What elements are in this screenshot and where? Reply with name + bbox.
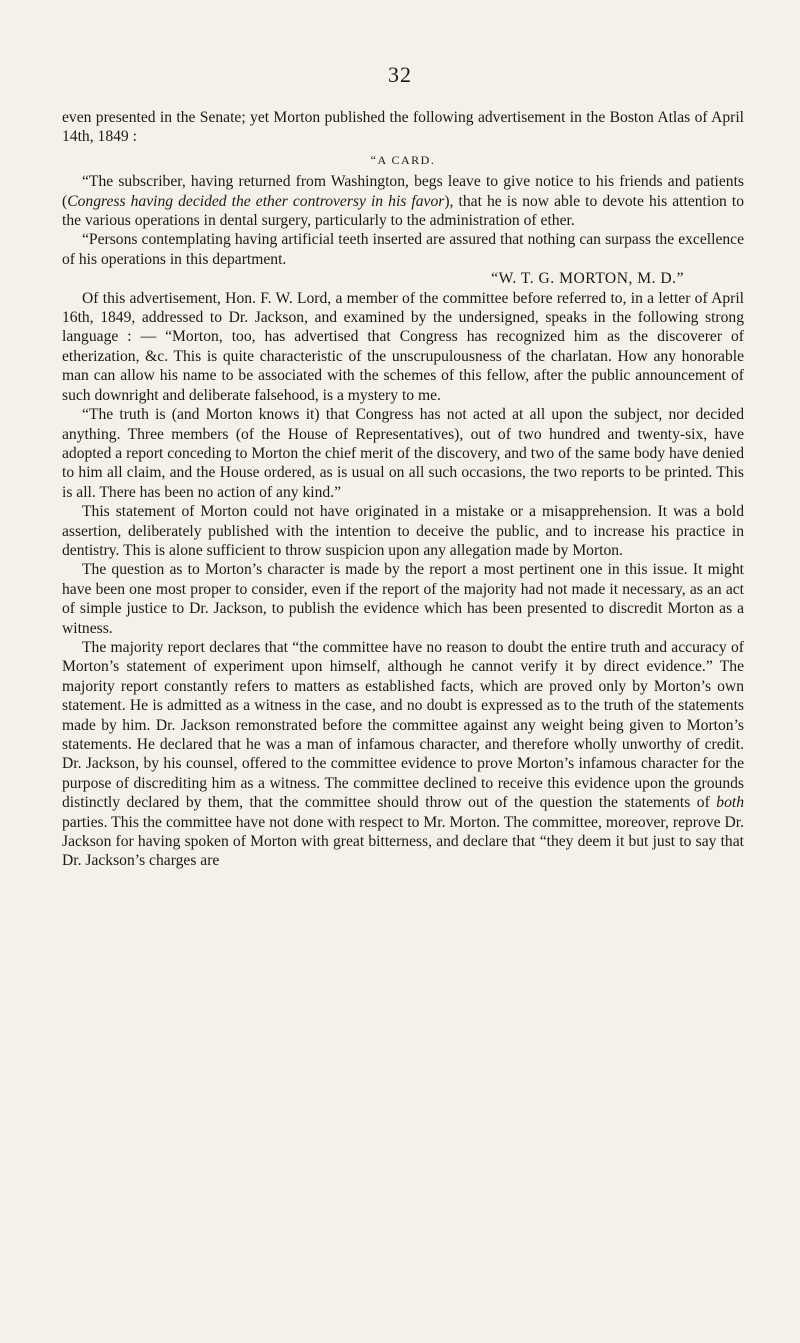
card-title: “A CARD. (370, 152, 436, 167)
majority-report-text-a: The majority report declares that “the committee have no reason to doubt the entire truth and accuracy of Morton’s statement of experiment upon himself, although he cannot verify it by direct evidence.” The majority report constantly refers to matters as established facts, which are proved only by Morton’s own statement. He is admitted as a witness in the case, and no doubt is expressed as to the truth of the statements made by him. Dr. Jackson remonstrated before the committee against any weight being given to Morton’s statements. He declared that he was a man of infamous character, and therefore wholly unworthy of credit. Dr. Jackson, by his counsel, offered to the committee evidence to prove Morton’s infamous character for the purpose of discrediting him as a witness. The committee declined to receive this evidence upon the grounds distinctly declared by them, that the committee should throw out of the question the statements of (62, 638, 744, 812)
paragraph-statement: This statement of Morton could not have originated in a mistake or a misapprehension. It was a bold assertion, deliberately published with the intention to deceive the public, and to increase his practice in dentistry. This is alone sufficient to throw suspicion upon any allegation made by Morton. (62, 503, 744, 559)
page-number: 32 (388, 62, 412, 87)
card-signature: “W. T. G. MORTON, M. D.” (491, 270, 684, 288)
card-notice-text-b: ), that he is now able to devote his attention to the various operations in dental surgery, particularly to the administration of ether. (62, 192, 744, 230)
body-text (62, 108, 744, 871)
paragraph-truth: “The truth is (and Morton knows it) that Congress has not acted at all upon the subject, nor decided anything. Three members (of the House of Representatives), out of two hundred and twenty-six, have adopted a report conceding to Morton the chief merit of the discovery, and two of the same body have denied to him all claim, and the House ordered, as is usual on all such occasions, the two reports to be printed. This is all. There has been no action of any kind.” (62, 406, 744, 501)
paragraph-intro: even presented in the Senate; yet Morton published the following advertisement in the Boston Atlas of April 14th, 1849 : (62, 109, 744, 146)
paragraph-card-notice (62, 172, 744, 230)
card-notice-italic: Congress having decided the ether controversy in his favor (67, 192, 445, 210)
paragraph-card-teeth: “Persons contemplating having artificial teeth inserted are assured that nothing can surpass the excellence of his operations in this department. (62, 231, 744, 268)
majority-report-text-b: parties. This the committee have not done with respect to Mr. Morton. The committee, moreover, reprove Dr. Jackson for having spoken of Morton with great bitterness, and declare that “they deem it but just to say that Dr. Jackson’s charges are (62, 813, 744, 870)
majority-report-italic: both (716, 794, 744, 812)
card-notice-text-a: “The subscriber, having returned from Washington, begs leave to give notice to his friends and patients ( (62, 173, 744, 210)
paragraph-majority-report (62, 638, 744, 871)
paragraph-character: The question as to Morton’s character is made by the report a most pertinent one in this issue. It might have been one most proper to consider, even if the report of the majority had not made it necessary, as an act of simple justice to Dr. Jackson, to publish the evidence which has been presented to discredit Morton as a witness. (62, 561, 744, 637)
paragraph-lord-letter: Of this advertisement, Hon. F. W. Lord, a member of the committee before referred to, in a letter of April 16th, 1849, addressed to Dr. Jackson, and examined by the undersigned, speaks in the following strong language : — “Morton, too, has advertised that Congress has recognized him as the discoverer of etherization, &c. This is quite characteristic of the unscrupulousness of the charlatan. How any honorable man can allow his name to be associated with the schemes of this fellow, after the public announcement of such downright and deliberate falsehood, is a mystery to me. (62, 289, 744, 404)
